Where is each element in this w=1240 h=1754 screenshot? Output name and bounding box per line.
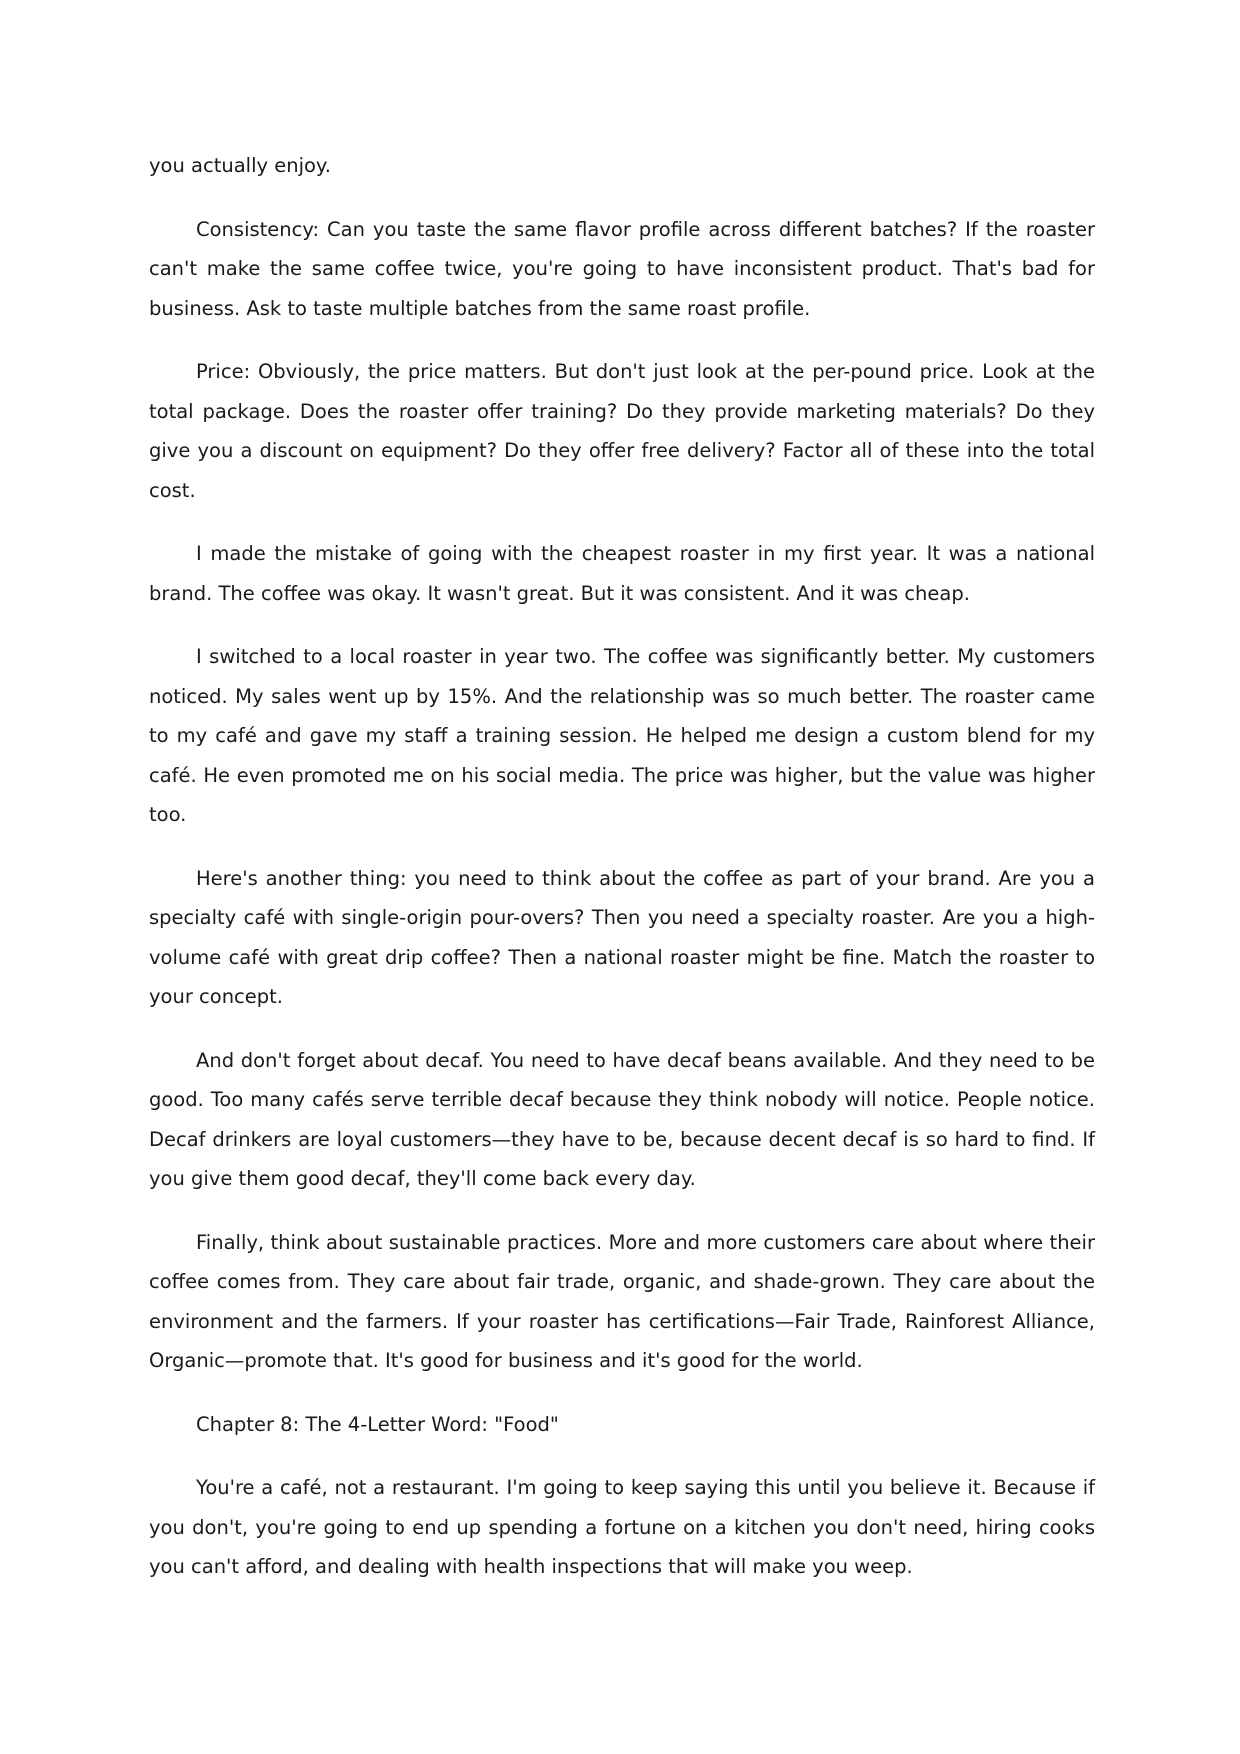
paragraph-decaf: And don't forget about decaf. You need to have decaf beans available. And they need to be good. Too many cafés serve terrible decaf because they think nobody will notice. People notice. Decaf drinkers are loyal customers—they have to be, because decent decaf is so hard to find. If you give them good decaf, they'll come back every day. bbox=[149, 1048, 1095, 1190]
paragraph-brand: Here's another thing: you need to think about the coffee as part of your brand. Are you a specialty café with single-origin pour-overs? Then you need a specialty roaster. Are you a high-volume café with great drip coffee? Then a national roaster might be fine. Match the roaster to your concept. bbox=[149, 866, 1095, 1008]
paragraph-cheapest-roaster: I made the mistake of going with the cheapest roaster in my first year. It was a national brand. The coffee was okay. It wasn't great. But it was consistent. And it was cheap. bbox=[149, 542, 1095, 605]
chapter-heading: Chapter 8: The 4-Letter Word: "Food" bbox=[196, 1412, 559, 1436]
paragraph-sustainable: Finally, think about sustainable practices. More and more customers care about where their coffee comes from. They care about fair trade, organic, and shade-grown. They care about the environment and the farmers. If your roaster has certifications—Fair Trade, Rainforest Alliance, Organic—promote that. It's good for business and it's good for the world. bbox=[149, 1230, 1095, 1372]
document-page bbox=[149, 146, 1095, 1611]
paragraph-local-roaster: I switched to a local roaster in year two. The coffee was significantly better. My customers noticed. My sales went up by 15%. And the relationship was so much better. The roaster came to my café and gave my staff a training session. He helped me design a custom blend for my café. He even promoted me on his social media. The price was higher, but the value was higher too. bbox=[149, 645, 1095, 826]
paragraph-cafe-not-restaurant: You're a café, not a restaurant. I'm going to keep saying this until you believe it. Because if you don't, you're going to end up spending a fortune on a kitchen you don't need, hiring cooks you can't afford, and dealing with health inspections that will make you weep. bbox=[149, 1476, 1095, 1578]
paragraph-continuation: you actually enjoy. bbox=[149, 154, 331, 177]
paragraph-price: Price: Obviously, the price matters. But don't just look at the per-pound price. Look at the total package. Does the roaster offer training? Do they provide marketing materials? Do they give you a discount on equipment? Do they offer free delivery? Factor all of these into the total cost. bbox=[149, 360, 1095, 502]
paragraph-consistency: Consistency: Can you taste the same flavor profile across different batches? If the roaster can't make the same coffee twice, you're going to have inconsistent product. That's bad for business. Ask to taste multiple batches from the same roast profile. bbox=[149, 217, 1095, 320]
